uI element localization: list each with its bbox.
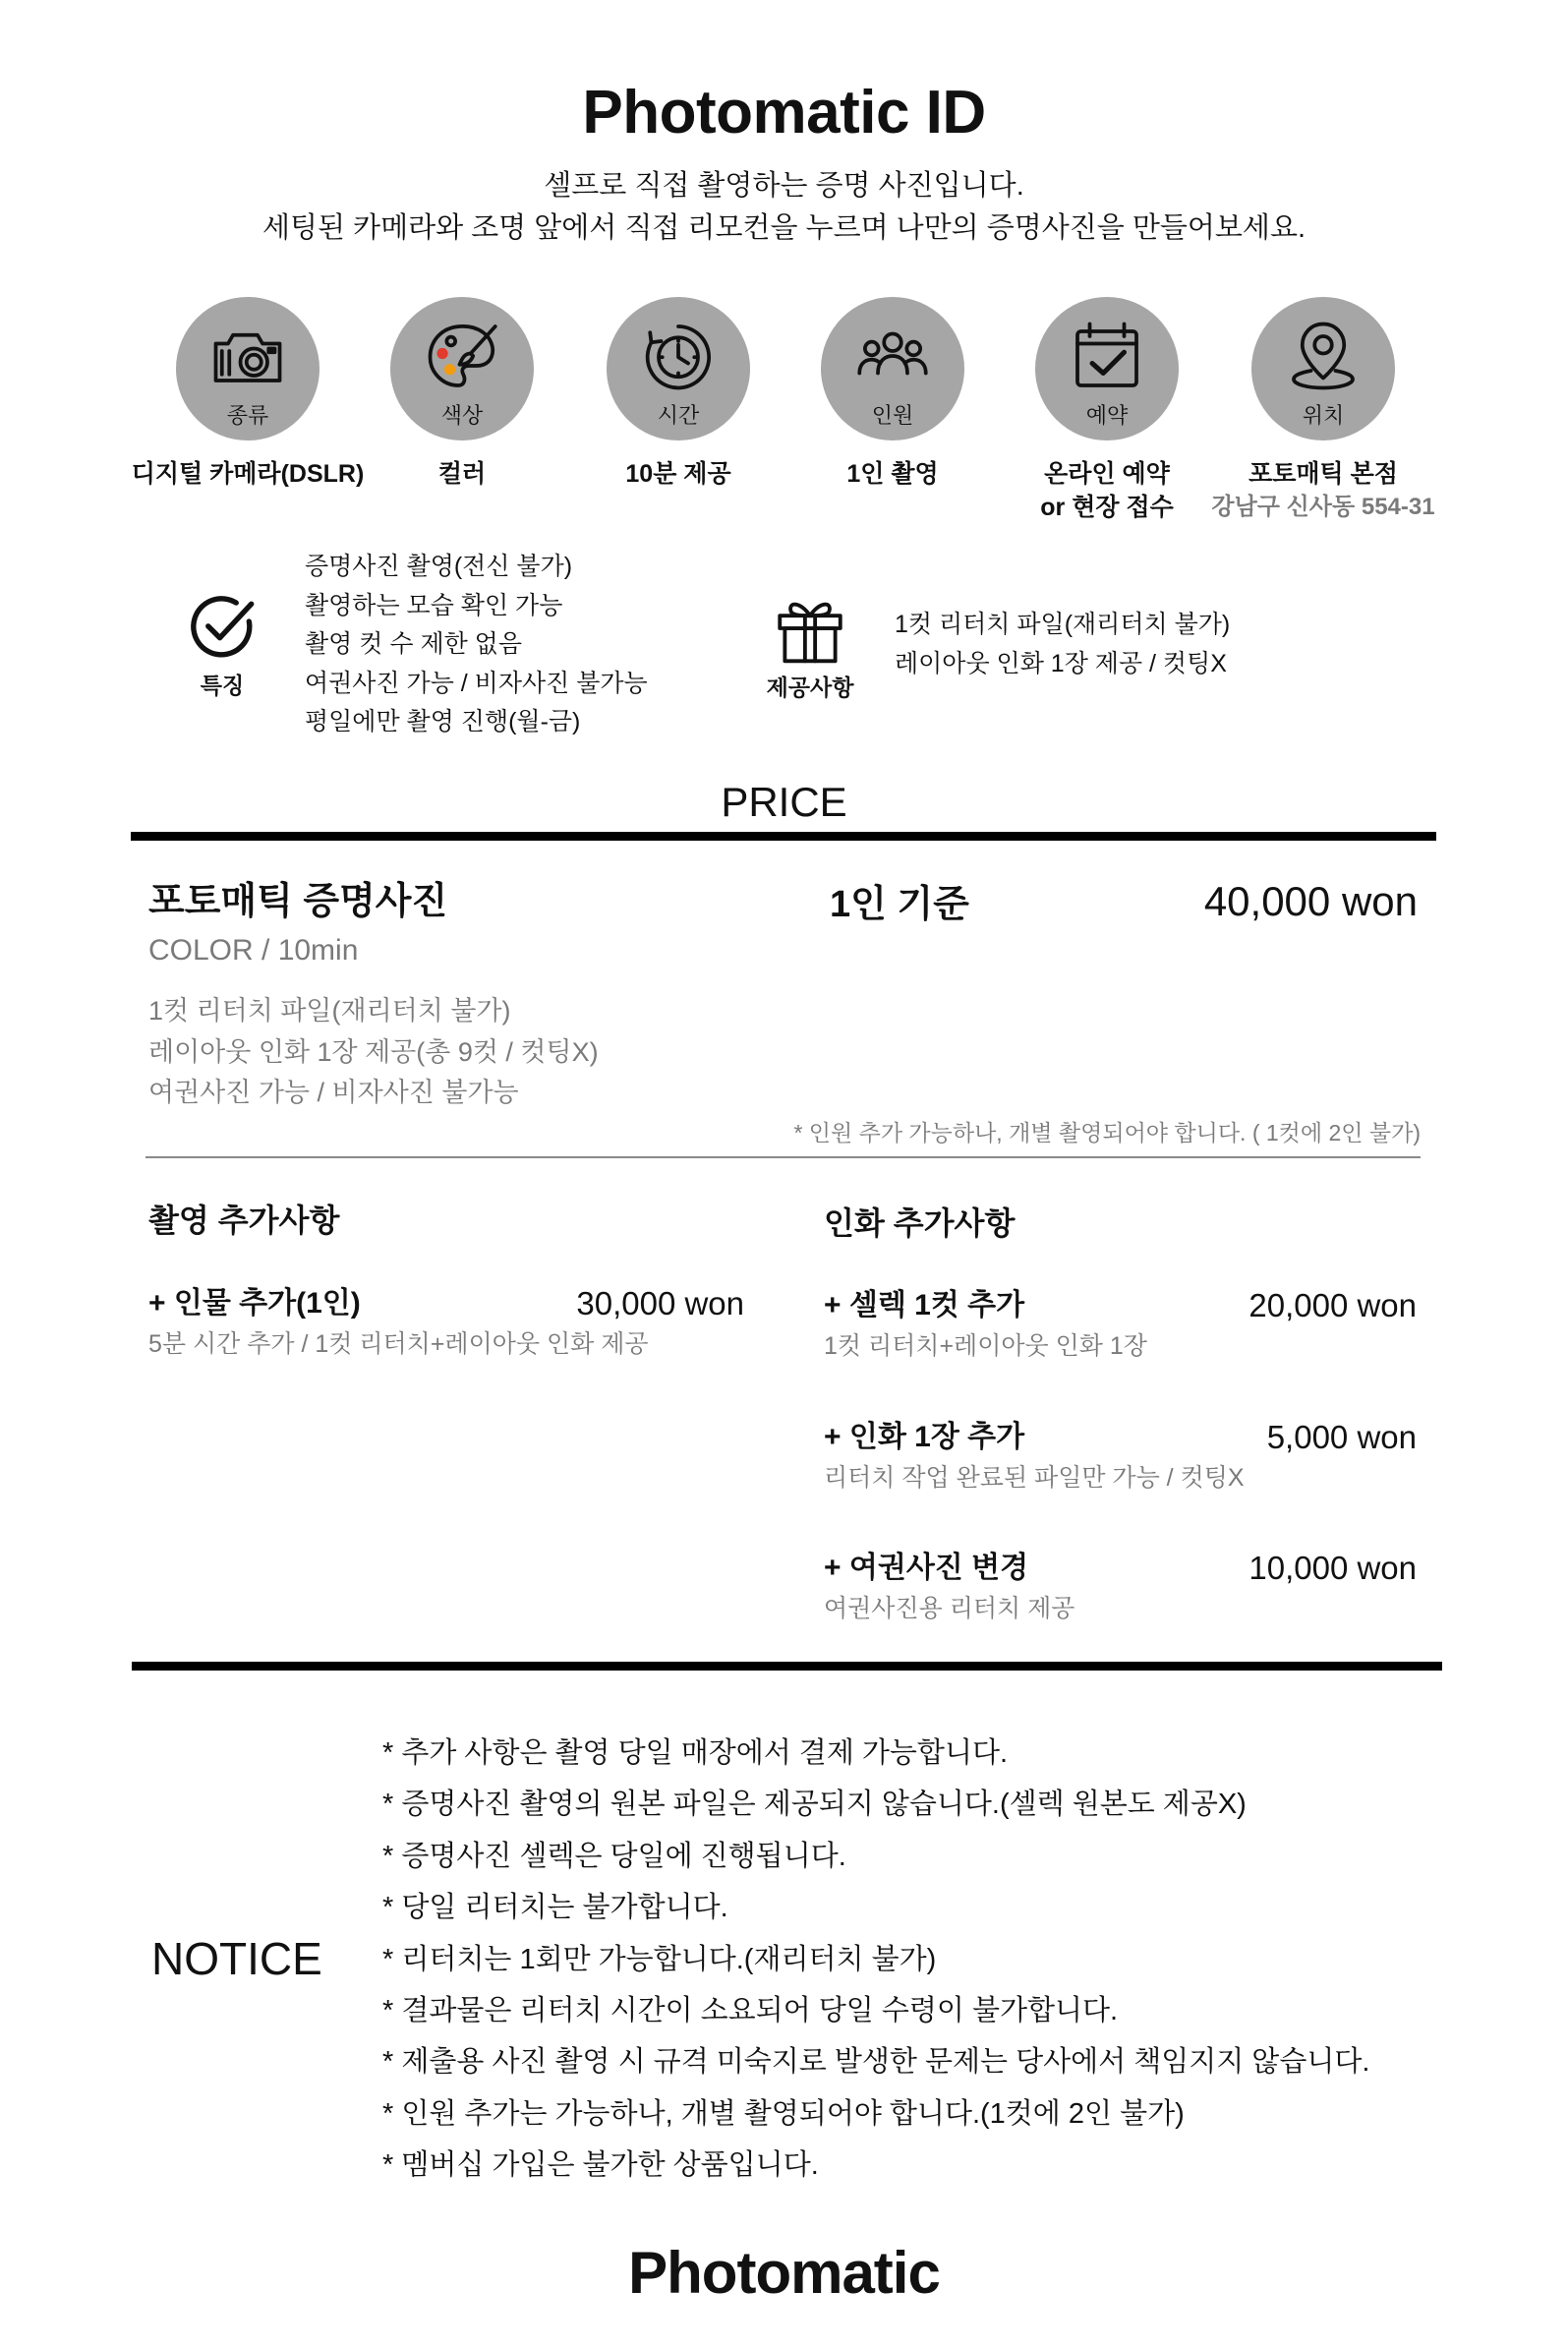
features-item: 촬영하는 모습 확인 가능 bbox=[305, 591, 563, 619]
product-note: * 인원 추가 가능하나, 개별 촬영되어야 합니다. ( 1컷에 2인 불가) bbox=[793, 1120, 1421, 1145]
info-circle bbox=[607, 297, 750, 440]
notice-label: NOTICE bbox=[151, 1933, 322, 1984]
notice-item: * 증명사진 촬영의 원본 파일은 제공되지 않습니다.(셀렉 원본도 제공X) bbox=[382, 1789, 1247, 1821]
product-detail-item: 레이아웃 인화 1장 제공(총 9컷 / 컷팅X) bbox=[148, 1036, 599, 1067]
info-value: 포토매틱 본점 bbox=[1249, 460, 1398, 488]
notice-item: * 인원 추가는 가능하나, 개별 촬영되어야 합니다.(1컷에 2인 불가) bbox=[382, 2097, 1185, 2130]
info-circle bbox=[1251, 297, 1395, 440]
features-item: 여권사진 가능 / 비자사진 불가능 bbox=[305, 669, 648, 697]
extra-item-desc: 리터치 작업 완료된 파일만 가능 / 컷팅X bbox=[824, 1464, 1245, 1492]
features-list bbox=[305, 548, 648, 742]
extra-item-desc: 여권사진용 리터치 제공 bbox=[824, 1595, 1075, 1622]
product-price: 40,000 won bbox=[1203, 878, 1418, 924]
info-value: 디지털 카메라(DSLR) bbox=[131, 460, 365, 488]
timer-icon bbox=[639, 317, 718, 395]
extra-item-name: + 인화 1장 추가 bbox=[824, 1421, 1025, 1453]
info-circle bbox=[390, 297, 534, 440]
extra-item-price: 10,000 won bbox=[1249, 1550, 1417, 1586]
calendar-check-icon bbox=[1068, 317, 1146, 395]
provided-list bbox=[895, 606, 1230, 683]
page-title: Photomatic ID bbox=[582, 79, 986, 147]
features-item: 증명사진 촬영(전신 불가) bbox=[305, 553, 573, 580]
product-spec: COLOR / 10min bbox=[148, 934, 359, 967]
notice-item: * 결과물은 리터치 시간이 소요되어 당일 수령이 불가합니다. bbox=[382, 1994, 1119, 2026]
info-label: 위치 bbox=[1302, 403, 1345, 428]
info-label: 종류 bbox=[226, 403, 269, 428]
people-icon bbox=[853, 317, 932, 395]
info-circle bbox=[176, 297, 319, 440]
address-text: 강남구 신사동 554-31 bbox=[1211, 494, 1435, 520]
notice-item: * 제출용 사진 촬영 시 규격 미숙지로 발생한 문제는 당사에서 책임지지 않습니다. bbox=[382, 2046, 1370, 2079]
print-extras-heading: 인화 추가사항 bbox=[824, 1205, 1016, 1241]
features-item: 평일에만 촬영 진행(월-금) bbox=[305, 708, 581, 735]
extra-item-name: + 셀렉 1컷 추가 bbox=[824, 1289, 1025, 1321]
product-detail-item: 여권사진 가능 / 비자사진 불가능 bbox=[148, 1078, 519, 1107]
footer-brand-logo: Photomatic bbox=[628, 2240, 940, 2306]
info-label: 예약 bbox=[1085, 403, 1129, 428]
divider bbox=[132, 1662, 1442, 1671]
palette-icon bbox=[423, 317, 501, 395]
extra-item-name: + 인물 추가(1인) bbox=[148, 1287, 361, 1320]
gift-icon bbox=[770, 588, 850, 669]
info-label: 인원 bbox=[871, 403, 914, 428]
notice-item: * 리터치는 1회만 가능합니다.(재리터치 불가) bbox=[382, 1943, 937, 1975]
notice-list bbox=[382, 1728, 1369, 2192]
shooting-extras-heading: 촬영 추가사항 bbox=[148, 1203, 340, 1238]
provided-label: 제공사항 bbox=[766, 675, 854, 700]
divider bbox=[131, 832, 1436, 841]
provided-item: 레이아웃 인화 1장 제공 / 컷팅X bbox=[895, 649, 1227, 677]
check-circle-icon bbox=[185, 590, 260, 665]
product-unit: 1인 기준 bbox=[830, 884, 969, 925]
product-details bbox=[148, 991, 599, 1114]
info-value-secondary: or 현장 접수 bbox=[1040, 494, 1174, 521]
divider bbox=[145, 1156, 1421, 1158]
info-value: 10분 제공 bbox=[625, 460, 731, 488]
subtitle-line-1: 셀프로 직접 촬영하는 증명 사진입니다. bbox=[544, 170, 1024, 202]
camera-icon bbox=[208, 317, 287, 395]
product-detail-item: 1컷 리터치 파일(재리터치 불가) bbox=[148, 996, 511, 1026]
extra-item-name: + 여권사진 변경 bbox=[824, 1552, 1029, 1584]
info-circle bbox=[1035, 297, 1179, 440]
notice-item: * 추가 사항은 촬영 당일 매장에서 결제 가능합니다. bbox=[382, 1737, 1009, 1769]
notice-item: * 증명사진 셀렉은 당일에 진행됩니다. bbox=[382, 1840, 846, 1872]
info-circle bbox=[821, 297, 964, 440]
info-value: 1인 촬영 bbox=[846, 460, 939, 488]
extra-item-desc: 1컷 리터치+레이아웃 인화 1장 bbox=[824, 1332, 1147, 1360]
extra-item-desc: 5분 시간 추가 / 1컷 리터치+레이아웃 인화 제공 bbox=[148, 1330, 649, 1358]
info-item-location bbox=[1176, 297, 1471, 533]
notice-item: * 멤버십 가입은 불가한 상품입니다. bbox=[382, 2149, 819, 2182]
extra-item-price: 5,000 won bbox=[1266, 1419, 1417, 1455]
info-value: 컬러 bbox=[437, 460, 487, 488]
notice-item: * 당일 리터치는 불가합니다. bbox=[382, 1892, 728, 1924]
info-label: 색상 bbox=[440, 403, 484, 428]
provided-item: 1컷 리터치 파일(재리터치 불가) bbox=[895, 611, 1231, 638]
features-label: 특징 bbox=[200, 673, 245, 698]
extra-item-price: 30,000 won bbox=[576, 1285, 744, 1321]
features-item: 촬영 컷 수 제한 없음 bbox=[305, 630, 522, 658]
price-heading: PRICE bbox=[721, 779, 847, 825]
info-label: 시간 bbox=[657, 403, 700, 428]
extra-item-price: 20,000 won bbox=[1249, 1287, 1417, 1323]
map-pin-icon bbox=[1284, 317, 1363, 395]
subtitle-line-2: 세팅된 카메라와 조명 앞에서 직접 리모컨을 누르며 나만의 증명사진을 만들어보세요. bbox=[261, 212, 1307, 244]
info-value: 온라인 예약 bbox=[1044, 460, 1170, 488]
product-name: 포토매틱 증명사진 bbox=[148, 881, 448, 922]
